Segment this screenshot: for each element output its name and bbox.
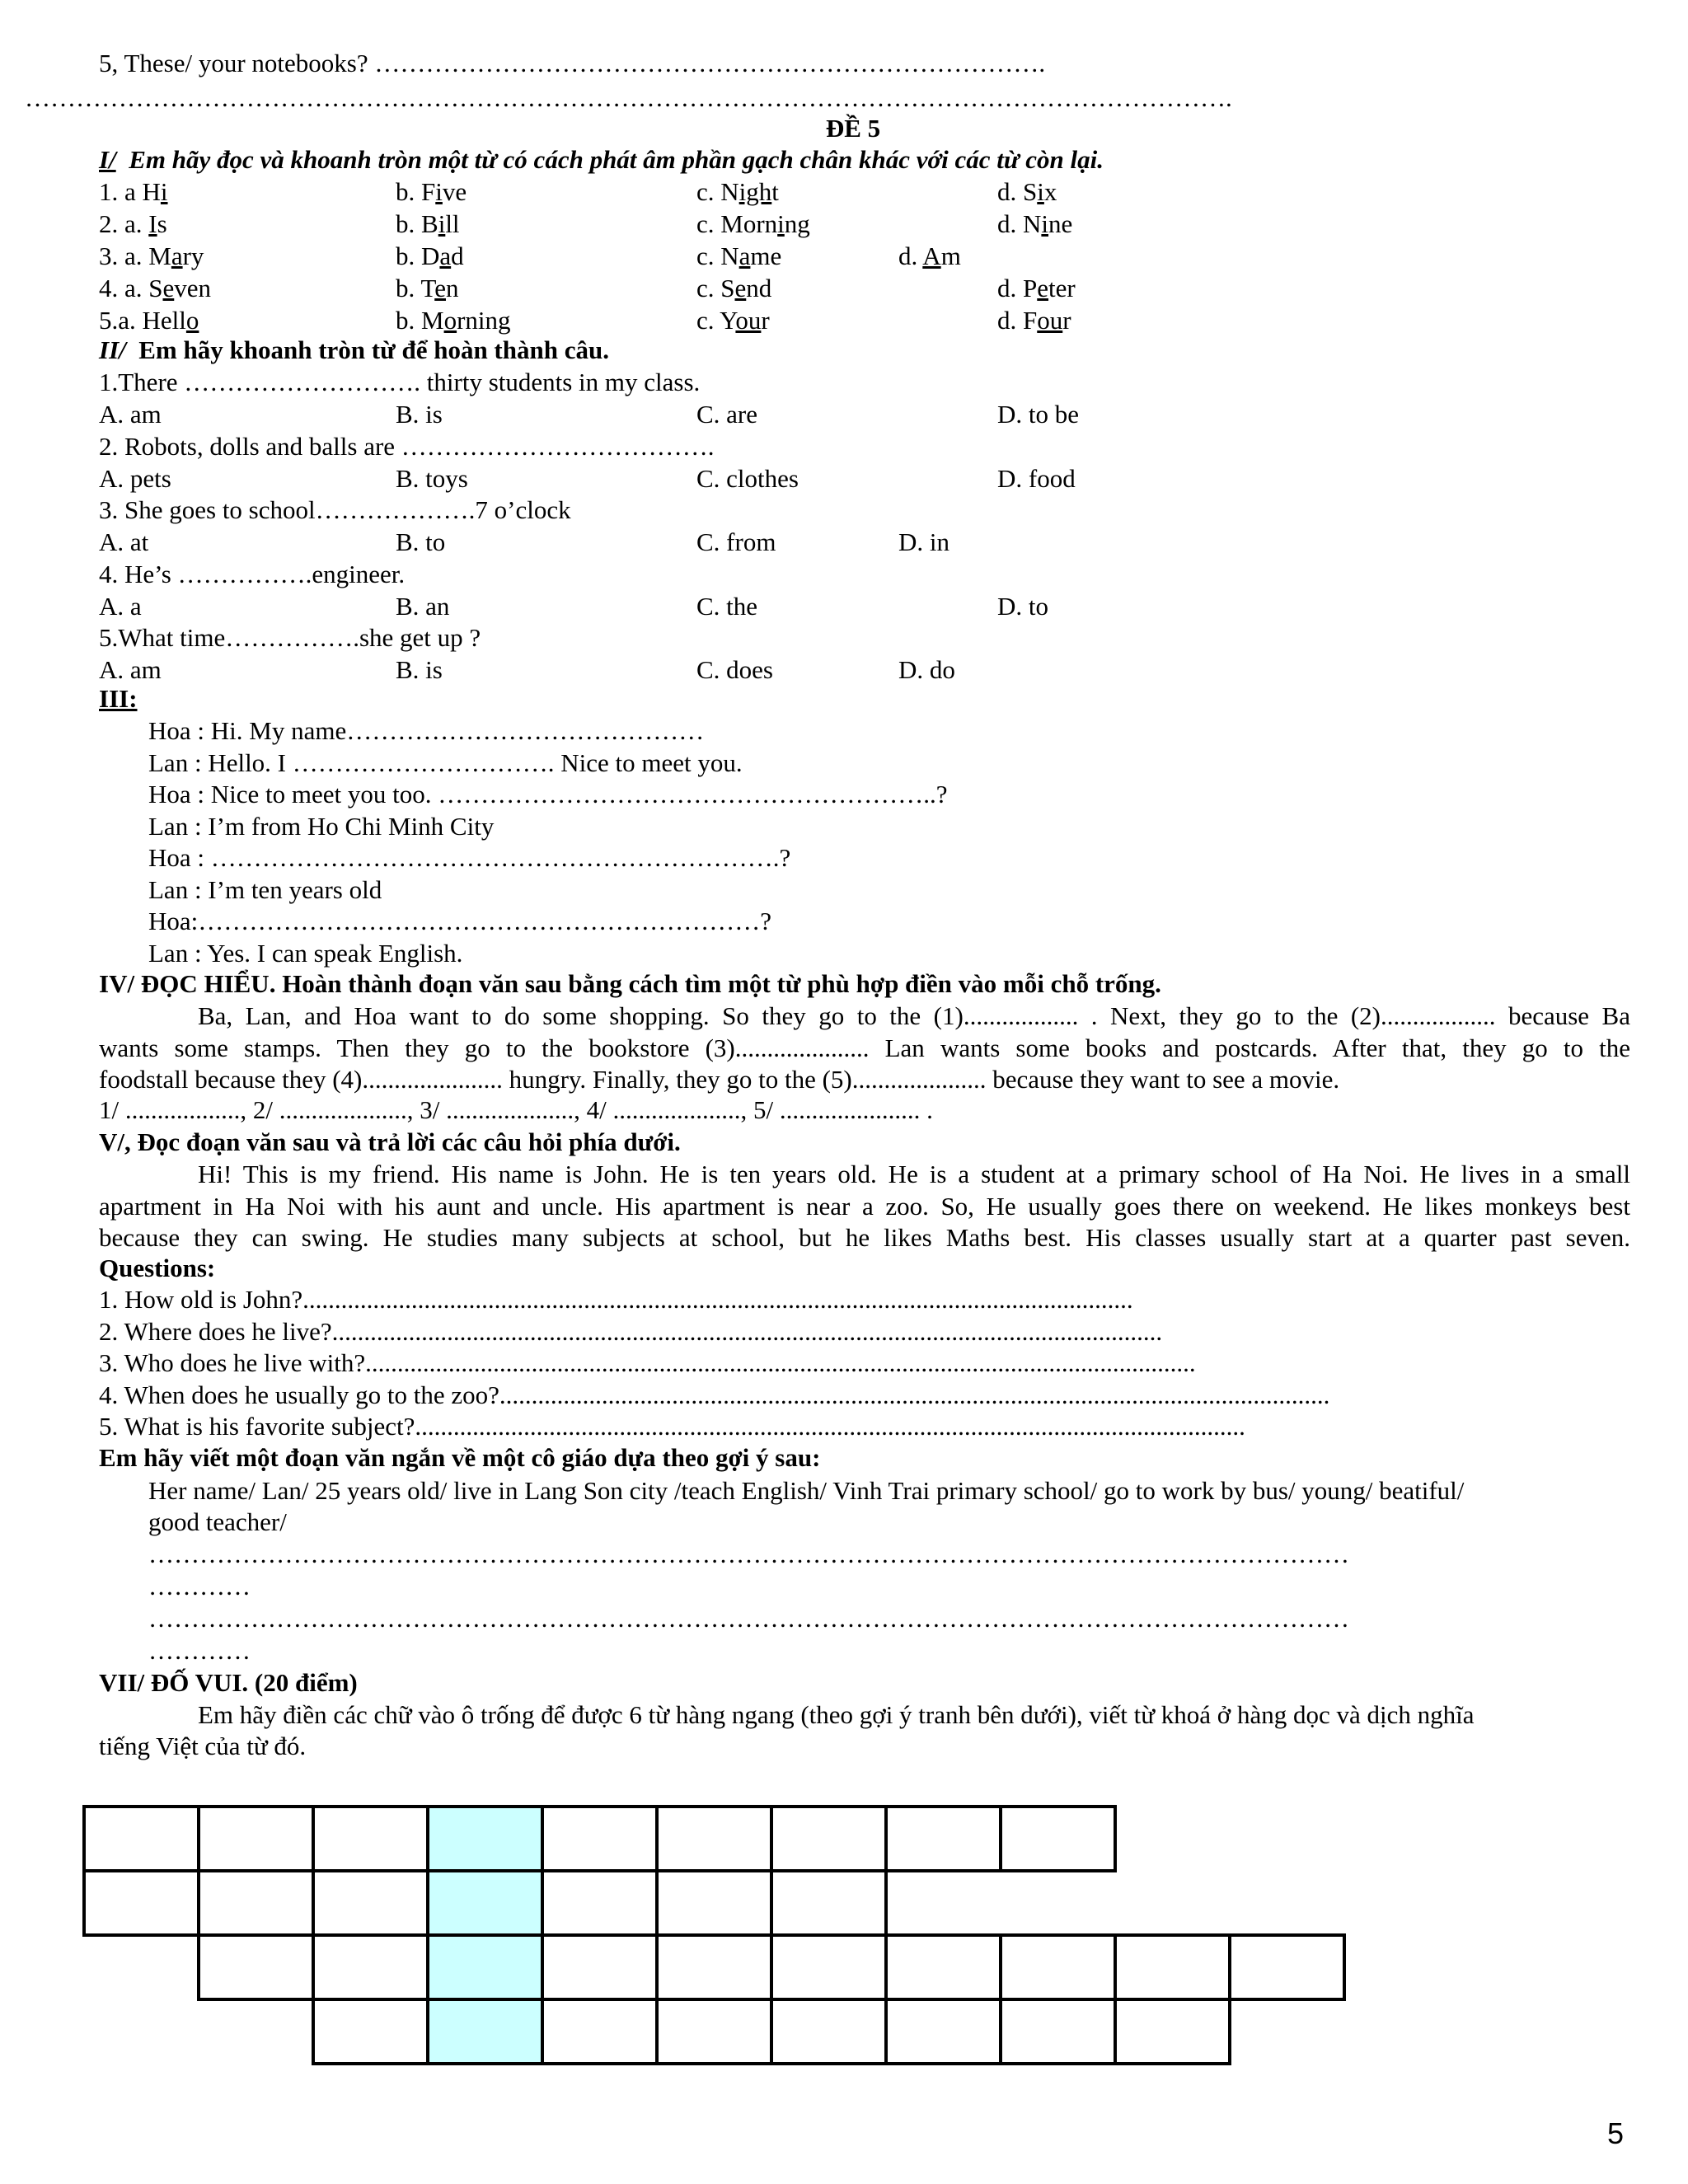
underlined-sound: i	[777, 209, 785, 238]
answer-option: C. are	[696, 400, 758, 429]
question-line: 3. Who does he live with?..................................................................................................................................	[99, 1348, 1196, 1377]
answer-option: C. does	[696, 655, 773, 684]
crossword-cell[interactable]	[312, 1869, 429, 1937]
option-text: rning	[457, 306, 511, 335]
section-2-heading	[99, 335, 609, 366]
option-text: d.	[898, 241, 923, 270]
option-text: r	[1062, 306, 1071, 335]
crossword-cell[interactable]	[884, 1805, 1002, 1872]
option-item	[696, 209, 810, 240]
crossword-key-cell[interactable]	[426, 1998, 544, 2065]
dialogue-line: Lan : Yes. I can speak English.	[148, 938, 463, 968]
answer-option: B. toys	[396, 463, 468, 493]
option-item	[696, 241, 781, 272]
crossword-cell[interactable]	[312, 1805, 429, 1872]
paragraph-line: foodstall because they (4)...................... hungry. Finally, they go to the (5)..................... because they want to see a movie.	[99, 1065, 1340, 1094]
crossword-cell[interactable]	[541, 1869, 659, 1937]
underlined-sound: e	[734, 274, 747, 302]
option-text: ven	[174, 274, 212, 302]
crossword-cell[interactable]	[770, 1933, 888, 2001]
question-text: 3. She goes to school……………….7 o’clock	[99, 495, 571, 524]
option-text: 4. a. S	[99, 274, 163, 302]
answer-option: D. food	[997, 463, 1076, 493]
crossword-cell[interactable]	[884, 1998, 1002, 2065]
underlined-sound: i	[438, 209, 446, 238]
section-4-heading: IV/ ĐỌC HIỂU. Hoàn thành đoạn văn sau bằng cách tìm một từ phù hợp điền vào mỗi chỗ trống.	[99, 969, 1161, 998]
writing-dots-line-2: …………	[148, 1572, 251, 1601]
crossword-cell[interactable]	[999, 1805, 1117, 1872]
answer-option: C. clothes	[696, 463, 799, 493]
option-item	[396, 209, 460, 240]
crossword-cell[interactable]	[1228, 1933, 1346, 2001]
option-item	[696, 305, 770, 336]
writing-heading: Em hãy viết một đoạn văn ngắn về một cô giáo dựa theo gợi ý sau:	[99, 1443, 821, 1472]
crossword-cell[interactable]	[82, 1805, 200, 1872]
crossword-cell[interactable]	[82, 1869, 200, 1937]
crossword-cell[interactable]	[999, 1933, 1117, 2001]
underlined-sound: o	[443, 306, 457, 335]
option-text: x	[1043, 177, 1057, 206]
question-line: 5. What is his favorite subject?..................................................................................................................................	[99, 1412, 1245, 1441]
writing-dots-line-4: …………	[148, 1636, 251, 1665]
answer-option: D. in	[898, 527, 950, 556]
option-text: c. N	[696, 177, 739, 206]
option-text: 5.a. Hell	[99, 306, 186, 335]
crossword-cell[interactable]	[770, 1869, 888, 1937]
underlined-sound: e	[1037, 274, 1049, 302]
prev-answer-dots: …………………………………………………………………………………………………………………………….	[25, 83, 1232, 112]
section-7-heading: VII/ ĐỐ VUI. (20 điểm)	[99, 1668, 358, 1697]
crossword-cell[interactable]	[1114, 1998, 1231, 2065]
dialogue-line: Hoa : Hi. My name……………………………………	[148, 716, 705, 745]
prev-question-5: 5, These/ your notebooks? …………………………………………………………………….	[99, 49, 1046, 77]
crossword-cell[interactable]	[312, 1933, 429, 2001]
option-text: b. M	[396, 306, 444, 335]
paragraph-line: Ba, Lan, and Hoa want to do some shopping. So they go to the (1).................. . Next, they go to the (2).................. because Ba	[198, 1001, 1630, 1030]
option-text: n	[445, 274, 459, 302]
option-item	[99, 209, 167, 240]
option-item	[696, 273, 771, 304]
page-number: 5	[1607, 2116, 1625, 2150]
option-text: d	[451, 241, 464, 270]
answer-option: D. to be	[997, 400, 1080, 429]
option-text: c. Y	[696, 306, 736, 335]
option-item	[997, 176, 1057, 208]
crossword-cell[interactable]	[884, 1933, 1002, 2001]
option-text: ll	[445, 209, 460, 238]
paragraph-line: wants some stamps. Then they go to the bookstore (3)..................... Lan wants some books and postcards. After that, they go to the	[99, 1033, 1630, 1062]
underlined-sound: ou	[1037, 306, 1063, 335]
question-text: 5.What time…………….she get up ?	[99, 623, 481, 652]
crossword-cell[interactable]	[197, 1869, 315, 1937]
crossword-cell[interactable]	[655, 1998, 773, 2065]
underlined-sound: i	[160, 177, 168, 206]
underlined-sound: a	[439, 241, 452, 270]
option-text: b. F	[396, 177, 436, 206]
option-item	[99, 273, 211, 304]
option-text: ve	[442, 177, 467, 206]
answer-option: C. from	[696, 527, 776, 556]
question-line: 4. When does he usually go to the zoo?..................................................................................................................................	[99, 1380, 1330, 1409]
question-line: 1. How old is John?..................................................................................................................................	[99, 1285, 1133, 1314]
writing-hint-line-2: good teacher/	[148, 1507, 287, 1536]
option-item	[396, 305, 511, 336]
crossword-cell[interactable]	[655, 1805, 773, 1872]
option-text: c. S	[696, 274, 735, 302]
option-text: ng	[784, 209, 810, 238]
crossword-cell[interactable]	[770, 1805, 888, 1872]
underlined-sound: I	[148, 209, 157, 238]
option-text: b. T	[396, 274, 435, 302]
option-item	[396, 176, 467, 208]
section-7-text-line-2: tiếng Việt của từ đó.	[99, 1732, 307, 1760]
section-1-title: Em hãy đọc và khoanh tròn một từ có cách phát âm phần gạch chân khác với các từ còn lại.	[129, 145, 1104, 174]
dialogue-line: Lan : Hello. I …………………………. Nice to meet you.	[148, 748, 743, 777]
paragraph-line: apartment in Ha Noi with his aunt and uncle. His apartment is near a zoo. So, He usually goes there on weekend. He likes monkeys best	[99, 1191, 1630, 1221]
option-text: d. P	[997, 274, 1038, 302]
underlined-sound: e	[434, 274, 446, 302]
answer-option: C. the	[696, 591, 758, 621]
answer-option: B. an	[396, 591, 450, 621]
section-7-text-line-1: Em hãy điền các chữ vào ô trống để được 6 từ hàng ngang (theo gợi ý tranh bên dưới), viết từ khoá ở hàng dọc và dịch nghĩa	[198, 1700, 1475, 1729]
option-text: c. N	[696, 241, 739, 270]
question-line: 2. Where does he live?..................................................................................................................................	[99, 1316, 1163, 1346]
underlined-sound: i	[1041, 209, 1049, 238]
underlined-sound: igh	[738, 177, 772, 206]
writing-dots-line-1: ……………………………………………………………………………………………………………………………	[148, 1540, 1349, 1568]
option-text: 1. a H	[99, 177, 161, 206]
underlined-sound: a	[171, 241, 183, 270]
option-item	[696, 176, 779, 208]
option-text: 2. a.	[99, 209, 149, 238]
underlined-sound: e	[162, 274, 175, 302]
crossword-cell[interactable]	[770, 1998, 888, 2065]
answer-option: A. am	[99, 400, 162, 429]
crossword-cell[interactable]	[197, 1805, 315, 1872]
option-text: 3. a. M	[99, 241, 171, 270]
option-text: me	[750, 241, 782, 270]
section-1-heading	[99, 144, 1104, 176]
underlined-sound: ou	[735, 306, 762, 335]
option-item	[99, 305, 199, 336]
option-text: b. D	[396, 241, 440, 270]
option-text: ne	[1048, 209, 1073, 238]
section-2-number: II/	[99, 335, 126, 364]
exam-title: ĐỀ 5	[825, 114, 881, 143]
option-text: d. F	[997, 306, 1038, 335]
option-text: r	[761, 306, 770, 335]
option-text: ter	[1048, 274, 1076, 302]
dialogue-line: Lan : I’m from Ho Chi Minh City	[148, 811, 495, 841]
option-text: nd	[746, 274, 772, 302]
crossword-key-cell[interactable]	[426, 1869, 544, 1937]
paragraph-line: Hi! This is my friend. His name is John. He is ten years old. He is a student at a primary school of Ha Noi. He lives in a small	[198, 1160, 1630, 1188]
option-item	[997, 305, 1071, 336]
answer-option: B. to	[396, 527, 446, 556]
option-item	[997, 273, 1076, 304]
option-item	[997, 209, 1072, 240]
answer-option: A. pets	[99, 463, 171, 493]
answer-option: A. at	[99, 527, 149, 556]
dialogue-line: Hoa:…………………………………………………………?	[148, 907, 772, 935]
answer-option: B. is	[396, 400, 443, 429]
crossword-cell[interactable]	[655, 1869, 773, 1937]
option-text: c. Morn	[696, 209, 778, 238]
crossword-cell[interactable]	[541, 1805, 659, 1872]
question-text: 2. Robots, dolls and balls are ……………………………….	[99, 431, 715, 461]
answer-option: D. to	[997, 591, 1048, 621]
underlined-sound: A	[922, 241, 941, 270]
answer-option: A. am	[99, 655, 162, 684]
crossword-cell[interactable]	[1114, 1933, 1231, 2001]
option-item	[898, 241, 961, 272]
dialogue-line: Hoa : ………………………………………………………….?	[148, 843, 791, 872]
underlined-sound: i	[1037, 177, 1044, 206]
option-text: t	[771, 177, 779, 206]
crossword-cell[interactable]	[197, 1933, 315, 2001]
option-item	[99, 176, 168, 208]
crossword-cell[interactable]	[999, 1998, 1117, 2065]
underlined-sound: a	[738, 241, 751, 270]
section-1-number: I/	[99, 145, 116, 174]
option-text: d. N	[997, 209, 1042, 238]
paragraph-line: because they can swing. He studies many subjects at school, but he likes Maths best. His classes usually start at a quarter past seven.	[99, 1223, 1630, 1252]
dialogue-line: Hoa : Nice to meet you too. …………………………………………………..?	[148, 780, 948, 808]
crossword-key-cell[interactable]	[426, 1805, 544, 1872]
answer-option: D. do	[898, 655, 955, 684]
option-text: ry	[182, 241, 204, 270]
option-item	[396, 273, 458, 304]
underlined-sound: o	[185, 306, 199, 335]
option-text: b. B	[396, 209, 438, 238]
underlined-sound: i	[435, 177, 443, 206]
question-text: 4. He’s …………….engineer.	[99, 559, 406, 588]
option-item	[99, 241, 204, 272]
section-3-heading: III:	[99, 684, 138, 713]
writing-hint-line-1: Her name/ Lan/ 25 years old/ live in Lang Son city /teach English/ Vinh Trai primary school/ go to work by bus/ young/ beatiful/	[148, 1476, 1465, 1505]
crossword-cell[interactable]	[312, 1998, 429, 2065]
answer-option: A. a	[99, 591, 142, 621]
section-2-title: Em hãy khoanh tròn từ để hoàn thành câu.	[138, 335, 609, 364]
option-text: m	[940, 241, 961, 270]
dialogue-line: Lan : I’m ten years old	[148, 874, 382, 904]
crossword-key-cell[interactable]	[426, 1933, 544, 2001]
answer-option: B. is	[396, 655, 443, 684]
question-text: 1.There ………………………. thirty students in my class.	[99, 368, 701, 396]
writing-dots-line-3: ……………………………………………………………………………………………………………………………	[148, 1604, 1349, 1633]
questions-heading: Questions:	[99, 1254, 216, 1282]
option-text: d. S	[997, 177, 1038, 206]
section-5-heading: V/, Đọc đoạn văn sau và trả lời các câu hỏi phía dưới.	[99, 1127, 681, 1156]
crossword-cell[interactable]	[541, 1998, 659, 2065]
option-item	[396, 241, 464, 272]
section-4-answers: 1/ .................., 2/ ...................., 3/ ...................., 4/ ...................., 5/ ...................... .	[99, 1095, 933, 1124]
option-text: s	[157, 209, 167, 238]
crossword-cell[interactable]	[541, 1933, 659, 2001]
crossword-cell[interactable]	[655, 1933, 773, 2001]
